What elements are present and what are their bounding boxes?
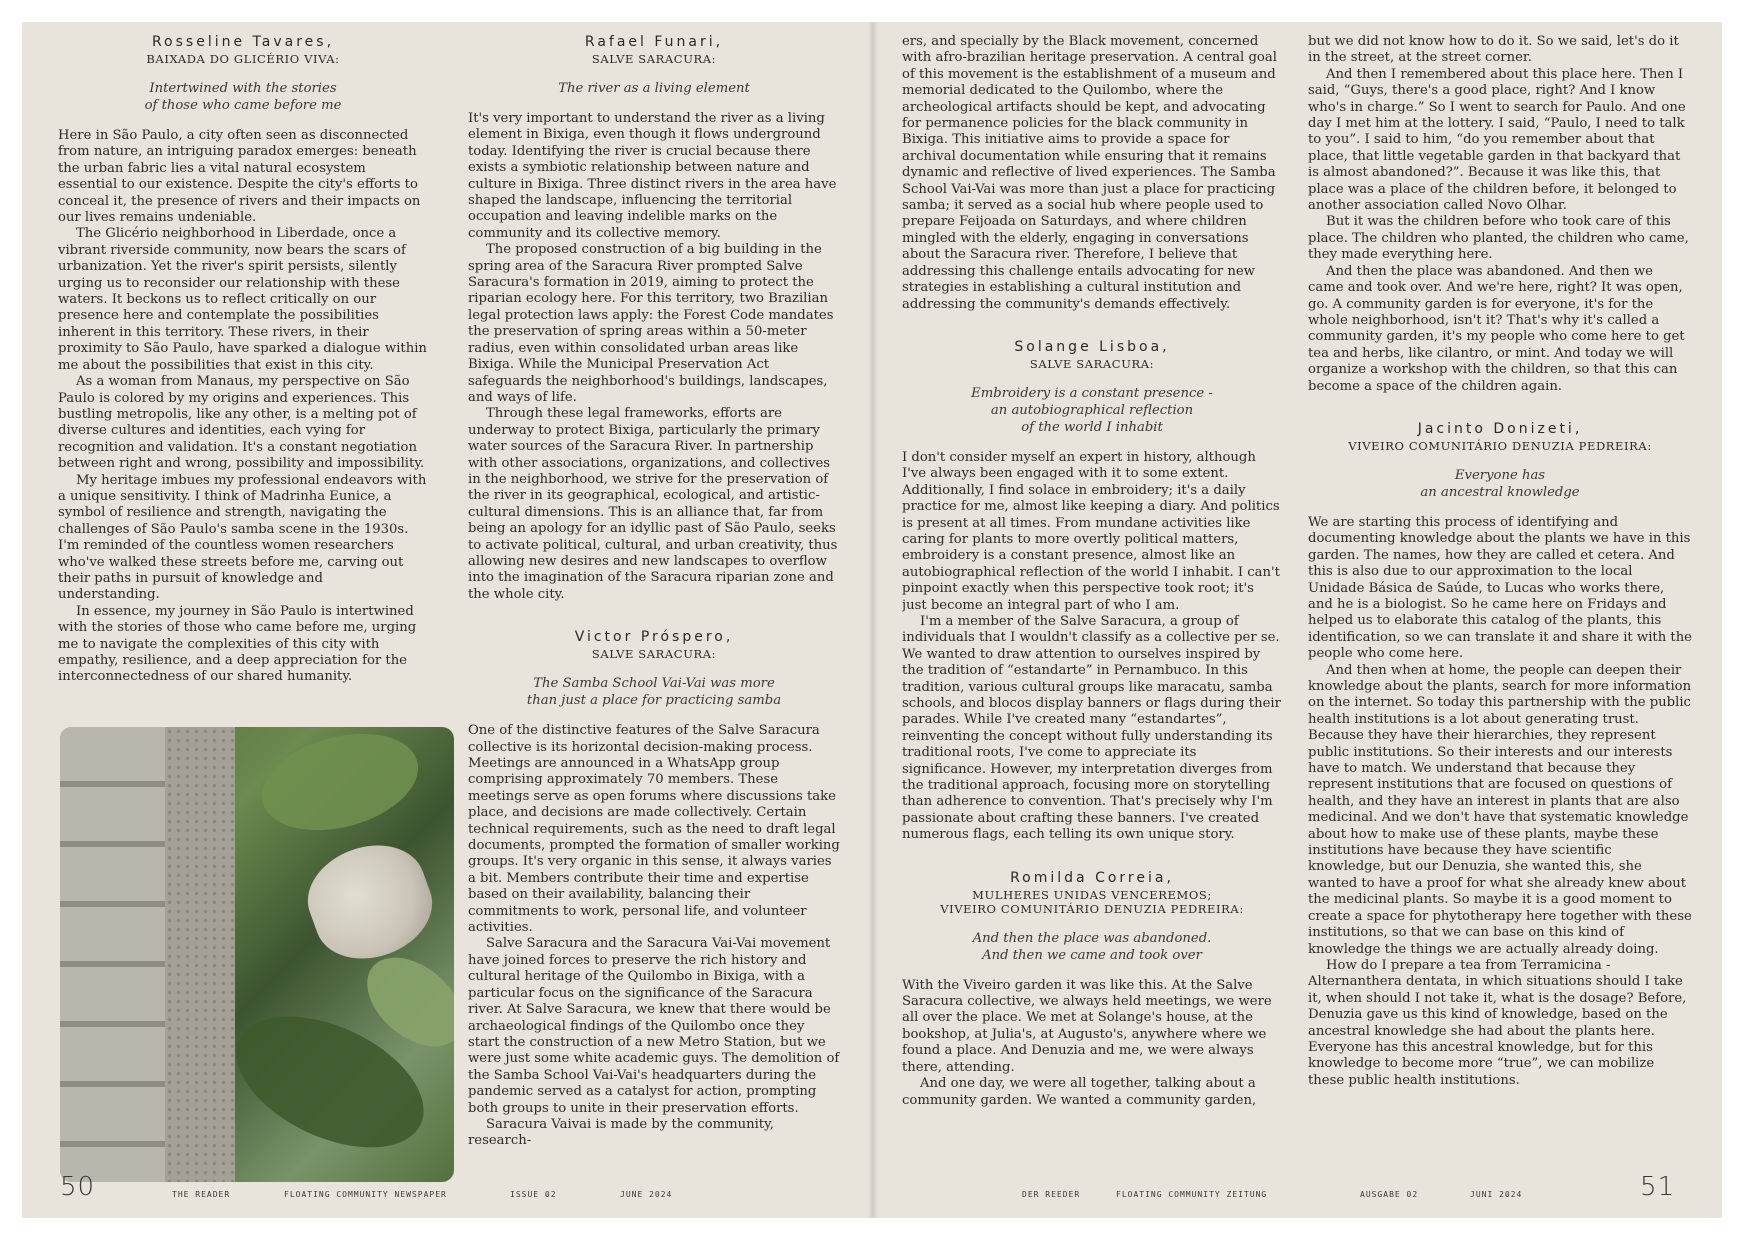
paragraph: It's very important to understand the river as a living element in Bixiga, even though it flows underground today. Identifying the river is crucial because there exists a symbiotic relationship between nature and culture in Bixiga. Three distinct rivers in the area have shaped the landscape, influencing the territorial occupation and leaving indelible marks on the community and its collective memory.: [468, 111, 837, 241]
footer-title: FLOATING COMMUNITY ZEITUNG: [1116, 1190, 1268, 1199]
footer-issue: ISSUE 02: [510, 1190, 557, 1199]
paragraph: but we did not know how to do it. So we said, let's do it in the street, at the street corner.: [1308, 34, 1679, 66]
page-number: 50: [60, 1172, 96, 1202]
author-name: Victor Próspero,: [574, 629, 734, 646]
left-page: [22, 22, 872, 1218]
subtitle-line: Everyone has: [1454, 467, 1546, 483]
organization-line: MULHERES UNIDAS VENCEREMOS;: [972, 887, 1212, 902]
article-header-jacinto: [1308, 421, 1692, 501]
article-subtitle: [468, 675, 840, 709]
paragraph: The proposed construction of a big building in the spring area of the Saracura River prompted Salve Saracura's formation in 2019, aiming to protect the riparian ecology here. For this territory, two Brazilian legal protection laws apply: the Forest Code mandates the preservation of spring areas within a 50-meter radius, even within consolidated urban areas like Bixiga. While the Municipal Preservation Act safeguards the neighborhood's buildings, landscapes, and ways of life.: [468, 242, 834, 405]
paragraph: One of the distinctive features of the Salve Saracura collective is its horizontal decision-making process. Meetings are announced in a WhatsApp group comprising approximately 70 members. These meetings serve as open forums where discussions take place, and decisions are made collectively. Certain technical requirements, such as the need to draft legal documents, prompted the formation of smaller working groups. It's very organic in this sense, it always varies a bit. Members contribute their time and expertise based on their availability, balancing their commitments to work, personal life, and volunteer activities.: [468, 723, 840, 936]
column-3: [902, 34, 1282, 1174]
paragraph: Here in São Paulo, a city often seen as disconnected from nature, an intriguing paradox emerges: beneath the urban fabric lies a vital natural ecosystem essential to our existence. Despite the city's efforts to conceal it, the presence of rivers and their impacts on our lives remains undeniable.: [58, 128, 421, 226]
article-subtitle: [468, 80, 840, 97]
paragraph: Salve Saracura and the Saracura Vai-Vai movement have joined forces to preserve the rich history and cultural heritage of the Quilombo in Bixiga, with a particular focus on the significance of the Saracura river. At Salve Saracura, we knew that there would be archaeological findings of the Quilombo once they start the construction of a new Metro Station, but we were just some white academic guys. The demolition of the Samba School Vai-Vai's headquarters during the pandemic served as a catalyst for action, prompting both groups to unite in their preservation efforts.: [468, 936, 840, 1116]
photo-curb: [165, 727, 235, 1182]
paragraph: And then the place was abandoned. And then we came and took over. And we're here, right? It was open, go. A community garden is for everyone, it's for the whole neighborhood, isn't it? That's why it's called a community garden, it's my people who come here to get tea and herbs, like cilantro, or mint. And today we will organize a workshop with the children, so that this can become a space of the children again.: [1308, 263, 1685, 394]
right-page: [872, 22, 1722, 1218]
paragraph: How do I prepare a tea from Terramicina - Alternanthera dentata, in which situations should I take it, when should I not take it, what is the dosage? Before, Denuzia gave us this kind of knowledge, based on the ancestral knowledge she had about the plants here. Everyone has this ancestral knowledge, but for this knowledge to become more “true”, we can mobilize these public health institutions.: [1308, 957, 1687, 1088]
paragraph: In essence, my journey in São Paulo is intertwined with the stories of those who came before me, urging me to navigate the complexities of this city with empathy, resilience, and a deep appreciation for the interconnectedness of our shared humanity.: [58, 603, 417, 685]
paragraph: And then when at home, the people can deepen their knowledge about the plants, search for more information on the internet. So today this partnership with the public health institutions is a lot about generating trust. Because they have their hierarchies, they represent public institutions. So their interests and our interests have to match. We understand that because they represent institutions that are focused on questions of health, and they have an interest in plants that are also medicinal. And we don't have that systematic knowledge about how to make use of these plants, maybe these institutions have because they have scientific knowledge, but our Denuzia, she wanted this, she wanted to have a proof for what she already knew about the medicinal plants. So maybe it is a good moment to create a space for phytotherapy here together with these institutions, so that we can base on this kind of knowledge the things we are actually already doing.: [1308, 662, 1692, 957]
author-organization: [902, 888, 1282, 916]
paragraph: With the Viveiro garden it was like this. At the Salve Saracura collective, we always held meetings, we were all over the place. We met at Solange's house, at the bookshop, at Julia's, at Augusto's, anywhere where we found a place. And Denuzia and me, we were always there, attending.: [902, 977, 1272, 1075]
photo-cup: [295, 830, 445, 974]
footer-issue: AUSGABE 02: [1360, 1190, 1419, 1199]
subtitle-line: And then we came and took over: [982, 947, 1202, 963]
paragraph: But it was the children before who took care of this place. The children who planted, the children who came, they made everything here.: [1308, 214, 1689, 263]
subtitle-line: The Samba School Vai-Vai was more: [533, 676, 775, 692]
footer-publication: THE READER: [172, 1190, 231, 1199]
organization-line: VIVEIRO COMUNITÁRIO DENUZIA PEDREIRA:: [940, 901, 1244, 916]
column-4: [1308, 34, 1692, 1174]
author-name: Rosseline Tavares,: [151, 34, 335, 50]
subtitle-line: And then the place was abandoned.: [972, 930, 1212, 946]
article-subtitle: [902, 385, 1282, 436]
paragraph: And one day, we were all together, talking about a community garden. We wanted a community garden,: [902, 1076, 1257, 1108]
subtitle-line: Intertwined with the stories: [149, 81, 337, 96]
article-subtitle: [1308, 467, 1692, 501]
author-name: Solange Lisboa,: [1014, 338, 1170, 355]
author-organization: SALVE SARACURA:: [591, 52, 717, 66]
newspaper-spread: [22, 22, 1722, 1218]
footer-publication: DER REEDER: [1022, 1190, 1081, 1199]
subtitle-line: an autobiographical reflection: [990, 402, 1194, 418]
article-header-rafael: [468, 34, 840, 97]
subtitle-line: an ancestral knowledge: [1420, 484, 1580, 500]
author-organization: SALVE SARACURA:: [1029, 356, 1155, 371]
footer-title: FLOATING COMMUNITY NEWSPAPER: [284, 1190, 447, 1199]
subtitle-line: Embroidery is a constant presence -: [971, 385, 1213, 401]
paragraph: Through these legal frameworks, efforts are underway to protect Bixiga, particularly the primary water sources of the Saracura River. In partnership with other associations, organizations, and collectives in the neighborhood, we strive for the preservation of the river in its geographical, ecological, and artistic-cultural dimensions. This is an alliance that, far from being an apology for an idyllic past of São Paulo, seeks to activate political, cultural, and urban creativity, thus allowing new desires and new landscapes to overflow into the imagination of the Saracura riparian zone and the whole city.: [468, 406, 838, 602]
paragraph: I'm a member of the Salve Saracura, a group of individuals that I wouldn't classify as a collective per se. We wanted to draw attention to ourselves inspired by the tradition of “estandarte” in Pernambuco. In this tradition, various cultural groups like maracatu, samba schools, and blocos display banners or flags during their parades. While I've created many “estandartes”, reinventing the concept without fully understanding its traditional roots, I've come to appreciate its significance. However, my interpretation diverges from the traditional approach, focusing more on storytelling than adherence to convention. That's precisely why I'm passionate about crafting these banners. I've created numerous flags, each telling its own unique story.: [902, 613, 1281, 843]
subtitle-line: than just a place for practicing samba: [526, 693, 782, 709]
article-subtitle: [902, 930, 1282, 964]
photo-steps: [60, 727, 170, 1182]
paragraph: I don't consider myself an expert in history, although I've always been engaged with it to some extent. Additionally, I find solace in embroidery; it's a daily practice for me, almost like keeping a diary. And politics is present at all times. From mundane activities like caring for plants to more overtly political matters, embroidery is a constant presence, almost like an autobiographical reflection of the world I inhabit. I can't pinpoint exactly when this perspective took root; it's just become an integral part of who I am.: [902, 449, 1280, 613]
article-header-rosseline: [58, 34, 428, 114]
paragraph: Saracura Vaivai is made by the community, research-: [468, 1116, 774, 1149]
article-header-victor: [468, 629, 840, 709]
column-2: [468, 34, 840, 1174]
paragraph: We are starting this process of identifying and documenting knowledge about the plants we have in this garden. The names, how they are called et cetera. And this is also due to our approximation to the local Unidade Básica de Saúde, to Lucas who works there, and he is a biologist. So he came here on Fridays and helped us to elaborate this catalog of the plants, this identification, so we can translate it and share it with the people who come here.: [1308, 514, 1692, 662]
garden-photo: [60, 727, 454, 1182]
article-subtitle: [58, 80, 428, 114]
footer-date: JUNE 2024: [620, 1190, 673, 1199]
footer-date: JUNI 2024: [1470, 1190, 1523, 1199]
column-1: [58, 34, 428, 734]
author-name: Romilda Correia,: [1010, 869, 1174, 886]
photo-leaf: [251, 727, 429, 846]
paragraph: And then I remembered about this place here. Then I said, “Guys, there's a good place, right? And I know who's in charge.” So I went to search for Paulo. And one day I met him at the lottery. I said, “Paulo, I need to talk to you”. I said to him, “do you remember about that place, that little vegetable garden in that backyard that is almost abandoned?”. Because it was like this, that place was a place of the children before, it belonged to another association called Novo Olhar.: [1308, 66, 1686, 214]
article-header-romilda: [902, 870, 1282, 964]
paragraph: My heritage imbues my professional endeavors with a unique sensitivity. I think of Madrinha Eunice, a symbol of resilience and strength, navigating the challenges of São Paulo's samba scene in the 1930s. I'm reminded of the countless women researchers who've walked these streets before me, carving out their paths in pursuit of knowledge and understanding.: [58, 472, 427, 603]
paragraph: As a woman from Manaus, my perspective on São Paulo is colored by my origins and experiences. This bustling metropolis, like any other, is a melting pot of diverse cultures and identities, each vying for recognition and validation. It's a constant negotiation between right and wrong, possibility and impossibility.: [58, 374, 425, 472]
subtitle-line: The river as a living element: [558, 81, 750, 96]
paragraph: The Glicério neighborhood in Liberdade, once a vibrant riverside community, now bears the scars of urbanization. Yet the river's spirit persists, silently urging us to reconsider our relationship with these waters. It beckons us to reflect critically on our presence here and contemplate the possibilities inherent in this territory. These rivers, in their proximity to São Paulo, have sparked a dialogue within me about the possibilities that exist in this city.: [58, 226, 427, 373]
page-number: 51: [1640, 1172, 1676, 1202]
subtitle-line: of those who came before me: [144, 98, 342, 113]
article-header-solange: [902, 339, 1282, 436]
author-organization: SALVE SARACURA:: [591, 647, 717, 662]
author-name: Jacinto Donizeti,: [1417, 420, 1583, 437]
subtitle-line: of the world I inhabit: [1021, 419, 1163, 435]
author-name: Rafael Funari,: [584, 34, 724, 50]
author-organization: BAIXADA DO GLICÉRIO VIVA:: [146, 52, 340, 66]
author-organization: VIVEIRO COMUNITÁRIO DENUZIA PEDREIRA:: [1348, 438, 1652, 453]
paragraph: ers, and specially by the Black movement, concerned with afro-brazilian heritage preservation. A central goal of this movement is the establishment of a museum and memorial dedicated to the Quilombo, where the archeological artifacts should be kept, and advocating for permanence policies for the black community in Bixiga. This initiative aims to provide a space for archival documentation while ensuring that it remains dynamic and reflective of lived experiences. The Samba School Vai-Vai was more than just a place for practicing samba; it served as a social hub where people used to prepare Feijoada on Saturdays, and where children mingled with the elderly, engaging in conversations about the Saracura river. Therefore, I believe that addressing this challenge entails advocating for new strategies in establishing a cultural institution and addressing the community's demands effectively.: [902, 34, 1277, 312]
